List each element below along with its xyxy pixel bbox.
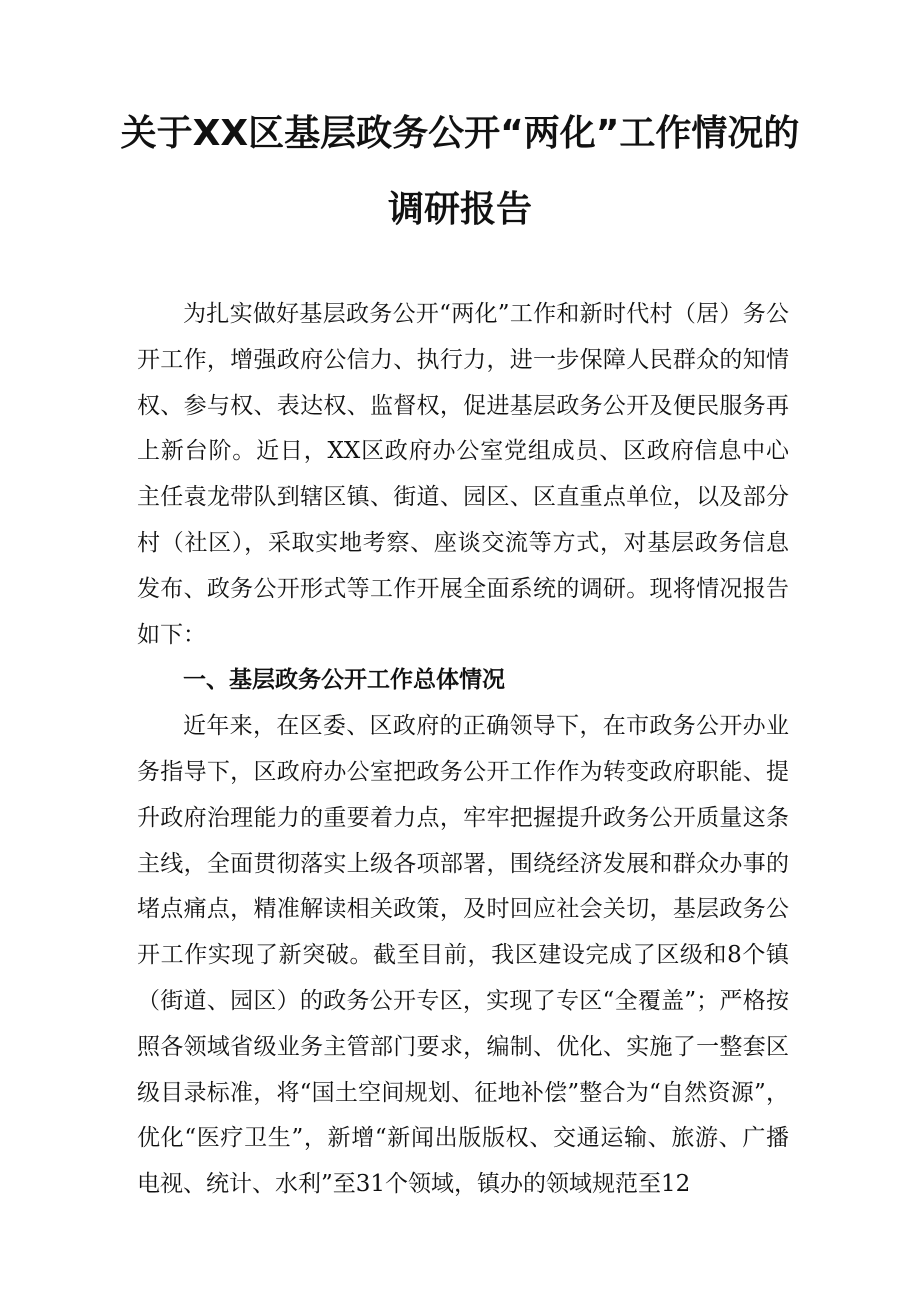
intro-paragraph: 为扎实做好基层政务公开“两化”工作和新时代村（居）务公开工作，增强政府公信力、执行力，进一步保障人民群众的知情权、参与权、表达权、监督权，促进基层政务公开及便民服务再上新台阶。近日，XX区政府办公室党组成员、区政府信息中心主任袁龙带队到辖区镇、街道、园区、区直重点单位，以及部分村（社区），采取实地考察、座谈交流等方式，对基层政务信息发布、政务公开形式等工作开展全面系统的调研。现将情况报告如下： [137,301,789,648]
document-title-line-2: 调研报告 [387,189,532,230]
section-1-paragraph: 近年来，在区委、区政府的正确领导下，在市政务公开办业务指导下，区政府办公室把政务公开工作作为转变政府职能、提升政府治理能力的重要着力点，牢牢把握提升政务公开质量这条主线，全面贯彻落实上级各项部署，围绕经济发展和群众办事的堵点痛点，精准解读相关政策，及时回应社会关切，基层政务公开工作实现了新突破。截至目前，我区建设完成了区级和8个镇（街道、园区）的政务公开专区，实现了专区“全覆盖”；严格按照各领域省级业务主管部门要求，编制、优化、实施了一整套区级目录标准，将“国土空间规划、征地补偿”整合为“自然资源”，优化“医疗卫生”，新增“新闻出版版权、交通运输、旅游、广播电视、统计、水利”至31个领域，镇办的领域规范至12 [137,713,789,1198]
document-body [137,292,789,1208]
section-1-heading: 一、基层政务公开工作总体情况 [183,667,505,694]
document-title-line-1: 关于XX区基层政务公开“两化”工作情况的 [120,113,800,154]
